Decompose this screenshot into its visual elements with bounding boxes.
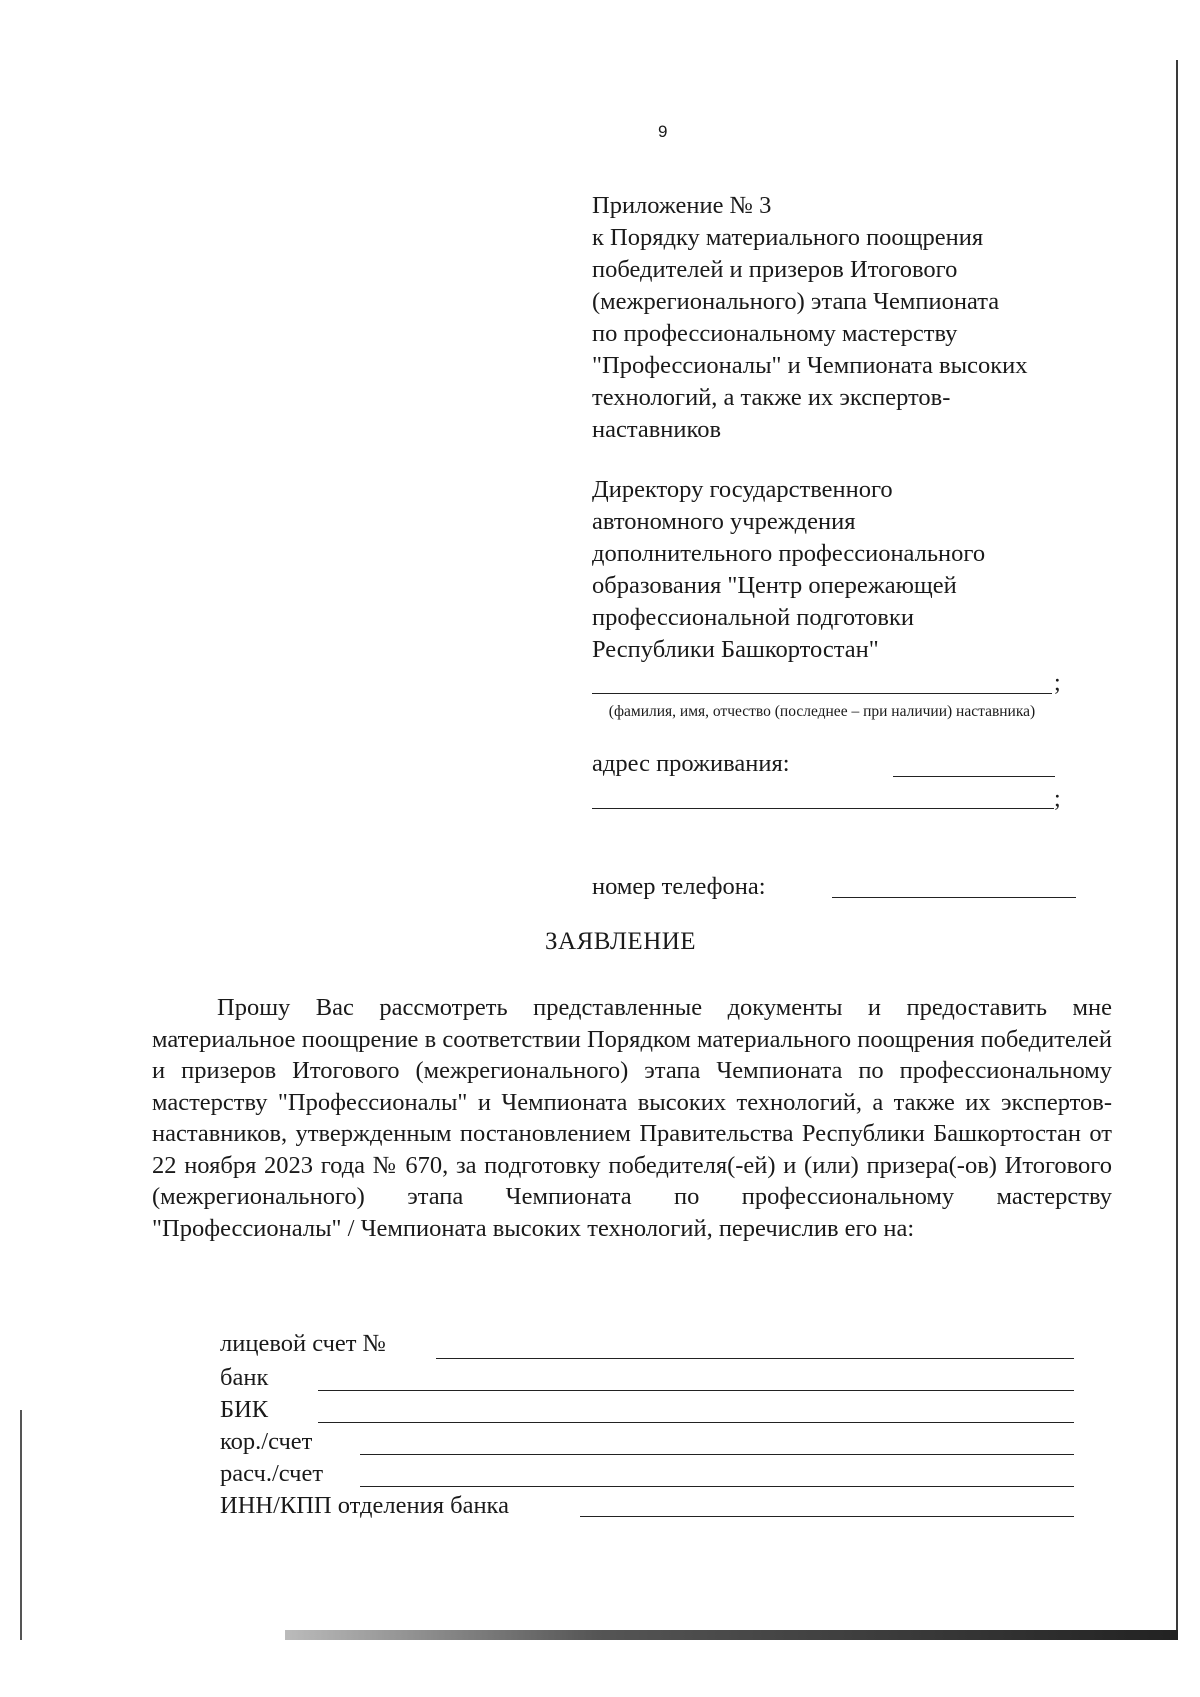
bank-field-label: банк bbox=[220, 1364, 269, 1391]
bank-field-label: лицевой счет № bbox=[220, 1330, 386, 1357]
address-field-line-2[interactable] bbox=[592, 808, 1054, 809]
bank-field-label: БИК bbox=[220, 1396, 269, 1423]
address-semicolon: ; bbox=[1054, 786, 1061, 812]
addressee-line: дополнительного профессионального bbox=[592, 540, 986, 567]
fio-field-line[interactable] bbox=[592, 693, 1052, 694]
appendix-header bbox=[592, 190, 1112, 446]
appendix-line: технологий, а также их экспертов- bbox=[592, 384, 951, 411]
appendix-line: наставников bbox=[592, 416, 722, 443]
page-number: 9 bbox=[658, 122, 668, 141]
bank-field-label: кор./счет bbox=[220, 1428, 313, 1455]
bank-field-label: расч./счет bbox=[220, 1460, 324, 1487]
settlement-account-line[interactable] bbox=[360, 1486, 1074, 1487]
bank-field-label: ИНН/КПП отделения банка bbox=[220, 1492, 509, 1519]
addressee-line: образования "Центр опережающей bbox=[592, 572, 957, 599]
address-field-line-1[interactable] bbox=[893, 776, 1055, 777]
phone-field-line[interactable] bbox=[832, 897, 1076, 898]
addressee-line: автономного учреждения bbox=[592, 508, 856, 535]
scan-edge-left bbox=[20, 1410, 22, 1640]
address-label: адрес проживания: bbox=[592, 750, 790, 777]
fio-caption: (фамилия, имя, отчество (последнее – при наличии) наставника) bbox=[608, 703, 1036, 720]
scan-edge-bottom bbox=[285, 1630, 1178, 1640]
appendix-line: по профессиональному мастерству bbox=[592, 320, 958, 347]
phone-label: номер телефона: bbox=[592, 873, 766, 900]
statement-body: Прошу Вас рассмотреть представленные документы и предоставить мне материальное поощрение в соответствии Порядком материального поощрения победителей и призеров Итогового (межрегионального) этапа Чемпионата по профессиональному мастерству "Профессионалы" и Чемпионата высоких технологий, а также их экспертов-наставников, утвержденным постановлением Правительства Республики Башкортостан от 22 ноября 2023 года № 670, за подготовку победителя(-ей) и (или) призера(-ов) Итогового (межрегионального) этапа Чемпионата по профессиональному мастерству "Профессионалы" / Чемпионата высоких технологий, перечислив его на: bbox=[152, 994, 1112, 1242]
addressee-line: Директору государственного bbox=[592, 476, 893, 503]
account-number-line[interactable] bbox=[436, 1358, 1074, 1359]
appendix-line: к Порядку материального поощрения bbox=[592, 224, 984, 251]
bik-line[interactable] bbox=[318, 1422, 1074, 1423]
appendix-line: Приложение № 3 bbox=[592, 192, 772, 219]
inn-kpp-line[interactable] bbox=[580, 1516, 1074, 1517]
document-title: ЗАЯВЛЕНИЕ bbox=[545, 928, 697, 955]
appendix-line: победителей и призеров Итогового bbox=[592, 256, 958, 283]
addressee-block bbox=[592, 474, 1112, 666]
scan-edge-right bbox=[1176, 60, 1178, 1640]
corr-account-line[interactable] bbox=[360, 1454, 1074, 1455]
addressee-line: Республики Башкортостан" bbox=[592, 636, 879, 663]
appendix-line: (межрегионального) этапа Чемпионата bbox=[592, 288, 1000, 315]
fio-semicolon: ; bbox=[1054, 670, 1061, 696]
addressee-line: профессиональной подготовки bbox=[592, 604, 914, 631]
appendix-line: "Профессионалы" и Чемпионата высоких bbox=[592, 352, 1028, 379]
bank-name-line[interactable] bbox=[318, 1390, 1074, 1391]
